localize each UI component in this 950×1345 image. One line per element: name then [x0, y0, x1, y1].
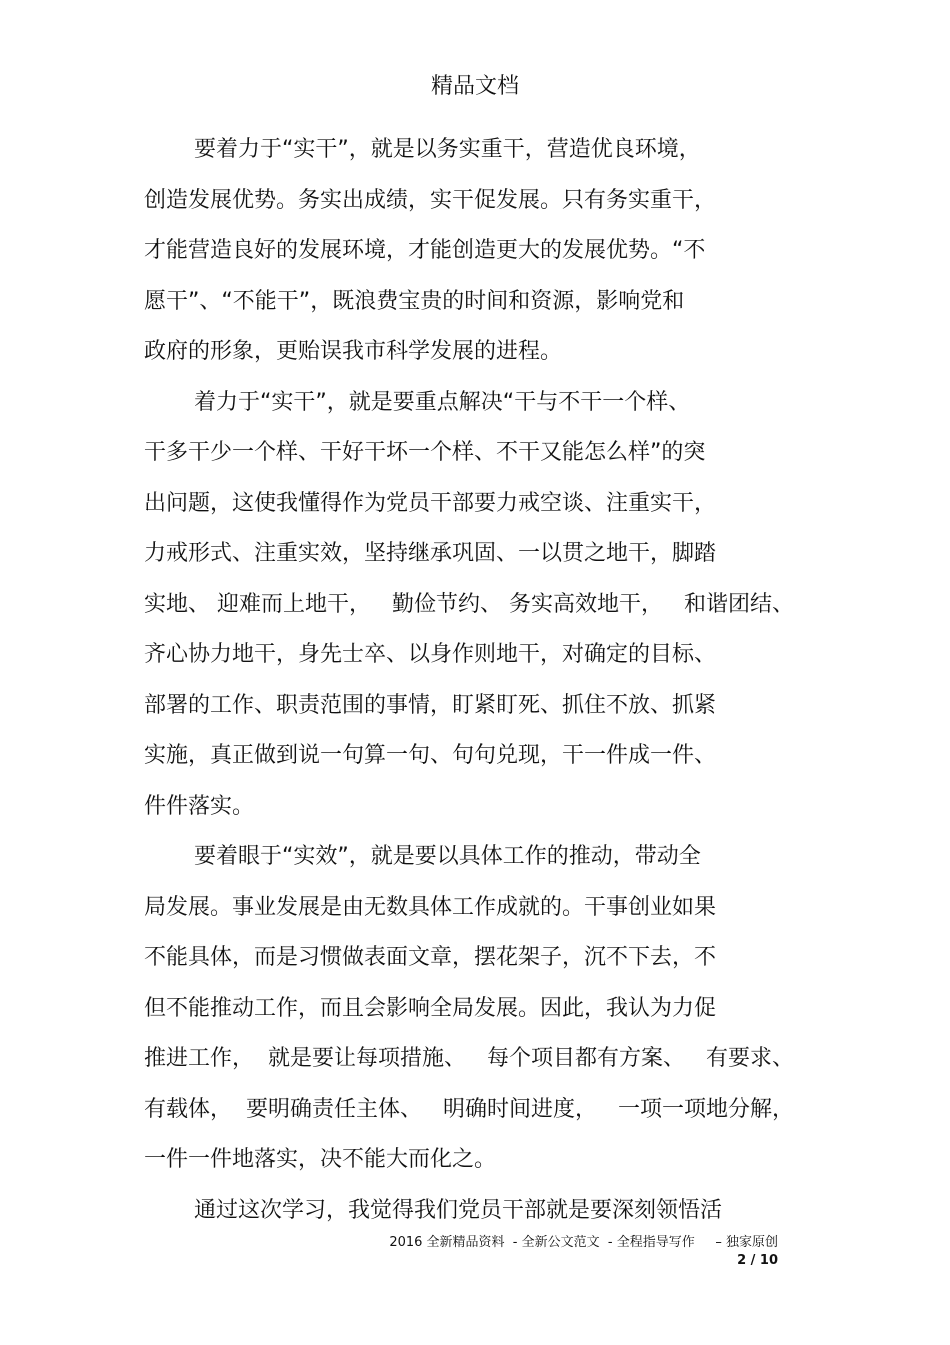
body-line: 要着力于“实干”，就是以务实重干，营造优良环境，	[194, 137, 701, 162]
body-line: 实施，真正做到说一句算一句、句句兑现，干一件成一件、	[144, 743, 717, 768]
body-line: 一件一件地落实，决不能大而化之。	[144, 1147, 497, 1172]
body-line: 但不能推动工作，而且会影响全局发展。因此，我认为力促	[144, 995, 717, 1021]
body-line: 力戒形式、注重实效，坚持继承巩固、一以贯之地干，脚踏	[144, 541, 717, 566]
body-line: 通过这次学习，我觉得我们党员干部就是要深刻领悟活	[194, 1197, 723, 1223]
body-line: 出问题，这使我懂得作为党员干部要力戒空谈、注重实干，	[144, 490, 717, 516]
page-number: 2 / 10	[737, 1253, 778, 1268]
body-line: 部署的工作、职责范围的事情，盯紧盯死、抓住不放、抓紧	[144, 692, 717, 718]
body-line: 愿干”、“不能干”，既浪费宝贵的时间和资源，影响党和	[144, 288, 685, 314]
body-line: 着力于“实干”，就是要重点解决“干与不干一个样、	[194, 389, 691, 415]
body-line: 干多干少一个样、干好干坏一个样、不干又能怎么样”的突	[144, 440, 706, 465]
body-line: 要着眼于“实效”，就是要以具体工作的推动，带动全	[194, 844, 701, 869]
body-line: 政府的形象，更贻误我市科学发展的进程。	[144, 339, 563, 364]
document-body	[144, 125, 804, 1236]
body-line: 不能具体，而是习惯做表面文章，摆花架子，沉不下去，不	[144, 945, 717, 970]
body-line: 推进工作， 就是要让每项措施、 每个项目都有方案、 有要求、	[144, 1046, 794, 1071]
page-footer-text: 2016 全新精品资料 - 全新公文范文 - 全程指导写作 – 独家原创	[389, 1235, 778, 1250]
body-line: 齐心协力地干，身先士卒、以身作则地干，对确定的目标、	[144, 642, 717, 667]
body-line: 有载体， 要明确责任主体、 明确时间进度， 一项一项地分解，	[144, 1096, 794, 1122]
body-line: 才能营造良好的发展环境，才能创造更大的发展优势。“不	[144, 238, 706, 263]
page-header-title: 精品文档	[430, 74, 519, 99]
body-line: 实地、 迎难而上地干， 勤俭节约、 务实高效地干， 和谐团结、	[144, 591, 794, 617]
body-line: 创造发展优势。务实出成绩，实干促发展。只有务实重干，	[144, 187, 717, 213]
body-line: 件件落实。	[144, 793, 255, 819]
body-line: 局发展。事业发展是由无数具体工作成就的。干事创业如果	[144, 894, 717, 920]
